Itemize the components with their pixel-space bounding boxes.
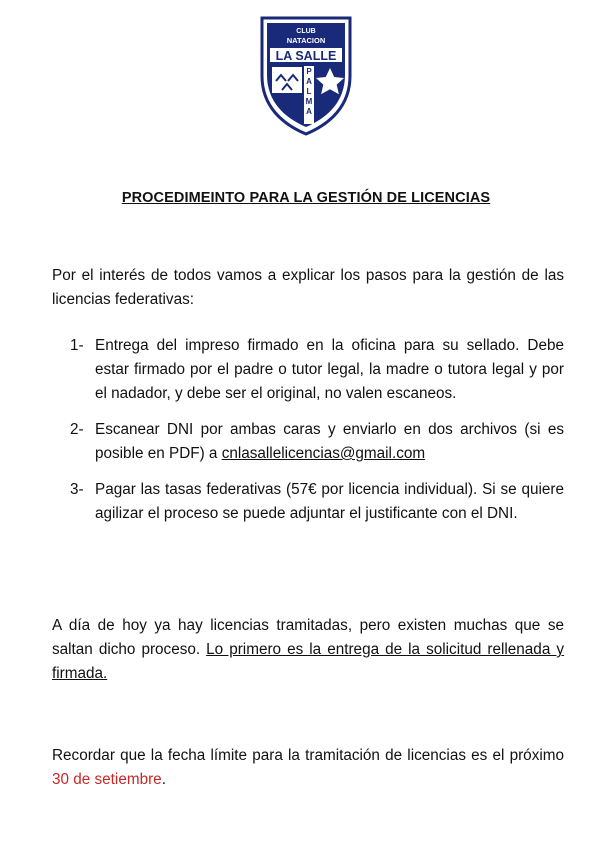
- deadline-date: 30 de setiembre: [52, 771, 162, 788]
- deadline-text: Recordar que la fecha límite para la tramitación de licencias es el próximo: [52, 747, 564, 764]
- deadline-end: .: [161, 771, 166, 788]
- step-number: 1-: [70, 337, 84, 354]
- document-title: PROCEDIMEINTO PARA LA GESTIÓN DE LICENCIAS: [121, 190, 491, 206]
- step-text: Pagar las tasas federativas (57€ por licencia individual). Si se quiere agilizar el proceso se puede adjuntar el justificante con el DNI.: [95, 481, 564, 522]
- status-text: A día de hoy ya hay licencias tramitadas, pero existen muchas que se saltan dicho proceso.: [52, 617, 564, 658]
- step-number: 3-: [70, 481, 84, 498]
- crest-letter: M: [305, 97, 313, 106]
- crest-natacion-text: NATACION: [286, 36, 326, 45]
- intro-paragraph: Por el interés de todos vamos a explicar los pasos para la gestión de las licencias federativas:: [52, 267, 564, 308]
- step-text: Escanear DNI por ambas caras y enviarlo en dos archivos (si es posible en PDF) a: [95, 421, 564, 462]
- email-link[interactable]: cnlasallelicencias@gmail.com: [221, 445, 426, 462]
- crest-letter: A: [306, 77, 312, 86]
- list-item: [52, 478, 564, 526]
- list-item: [52, 334, 564, 406]
- club-crest-logo: [258, 14, 354, 136]
- crest-letter: L: [306, 87, 312, 96]
- crest-club-text: CLUB: [296, 28, 316, 35]
- step-number: 2-: [70, 421, 84, 438]
- list-item: [52, 418, 564, 466]
- steps-list: [52, 334, 564, 538]
- crest-letter: P: [306, 67, 312, 76]
- step-text: Entrega del impreso firmado en la oficina para su sellado. Debe estar firmado por el padre o tutor legal, la madre o tutora legal y por el nadador, y debe ser el original, no valen escaneos.: [95, 337, 564, 402]
- deadline-paragraph: [52, 744, 564, 792]
- status-paragraph: [52, 614, 564, 686]
- crest-lasalle-text: LA SALLE: [275, 49, 337, 63]
- status-emphasis: Lo primero es la entrega de la solicitud rellenada y firmada.: [52, 641, 565, 682]
- crest-letter: A: [306, 107, 312, 116]
